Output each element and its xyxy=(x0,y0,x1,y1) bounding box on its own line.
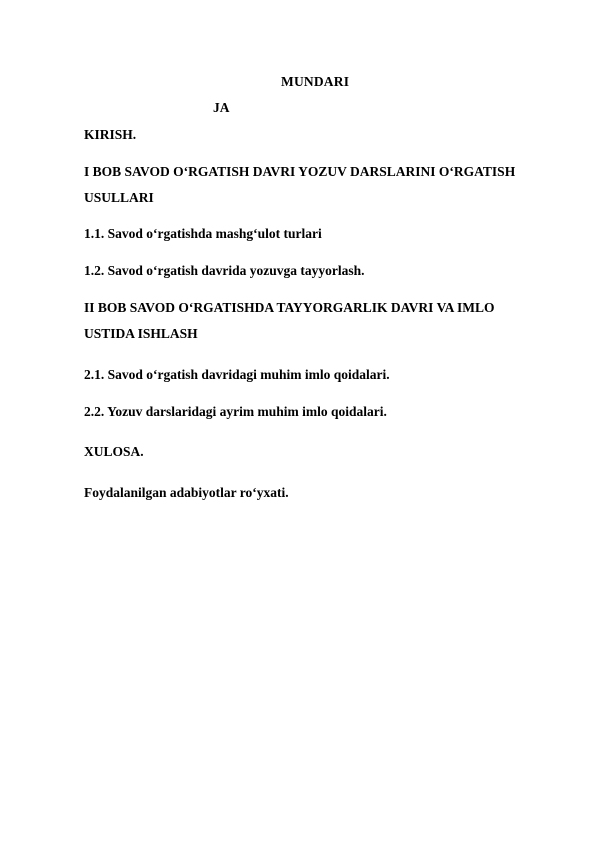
toc-entry-introduction: KIRISH. xyxy=(84,127,137,142)
toc-entry-references: Foydalanilgan adabiyotlar ro‘yxati. xyxy=(84,485,289,500)
toc-entry-chapter2-line2: USTIDA ISHLASH xyxy=(84,326,198,341)
toc-entry-section-2-1: 2.1. Savod o‘rgatish davridagi muhim imlo qoidalari. xyxy=(84,367,390,382)
toc-entry-section-1-1: 1.1. Savod o‘rgatishda mashg‘ulot turlari xyxy=(84,226,322,241)
toc-entry-section-1-2: 1.2. Savod o‘rgatish davrida yozuvga tayyorlash. xyxy=(84,263,365,278)
toc-title-line1: MUNDARI xyxy=(281,74,350,89)
toc-entry-chapter1-line1: I BOB SAVOD O‘RGATISH DAVRI YOZUV DARSLARINI O‘RGATISH xyxy=(84,164,516,179)
toc-entry-chapter1-line2: USULLARI xyxy=(84,190,154,205)
toc-entry-section-2-2: 2.2. Yozuv darslaridagi ayrim muhim imlo qoidalari. xyxy=(84,404,387,419)
toc-entry-conclusion: XULOSA. xyxy=(84,444,144,459)
toc-entry-chapter2-line1: II BOB SAVOD O‘RGATISHDA TAYYORGARLIK DAVRI VA IMLO xyxy=(84,300,495,315)
toc-title-line2: JA xyxy=(213,100,230,115)
